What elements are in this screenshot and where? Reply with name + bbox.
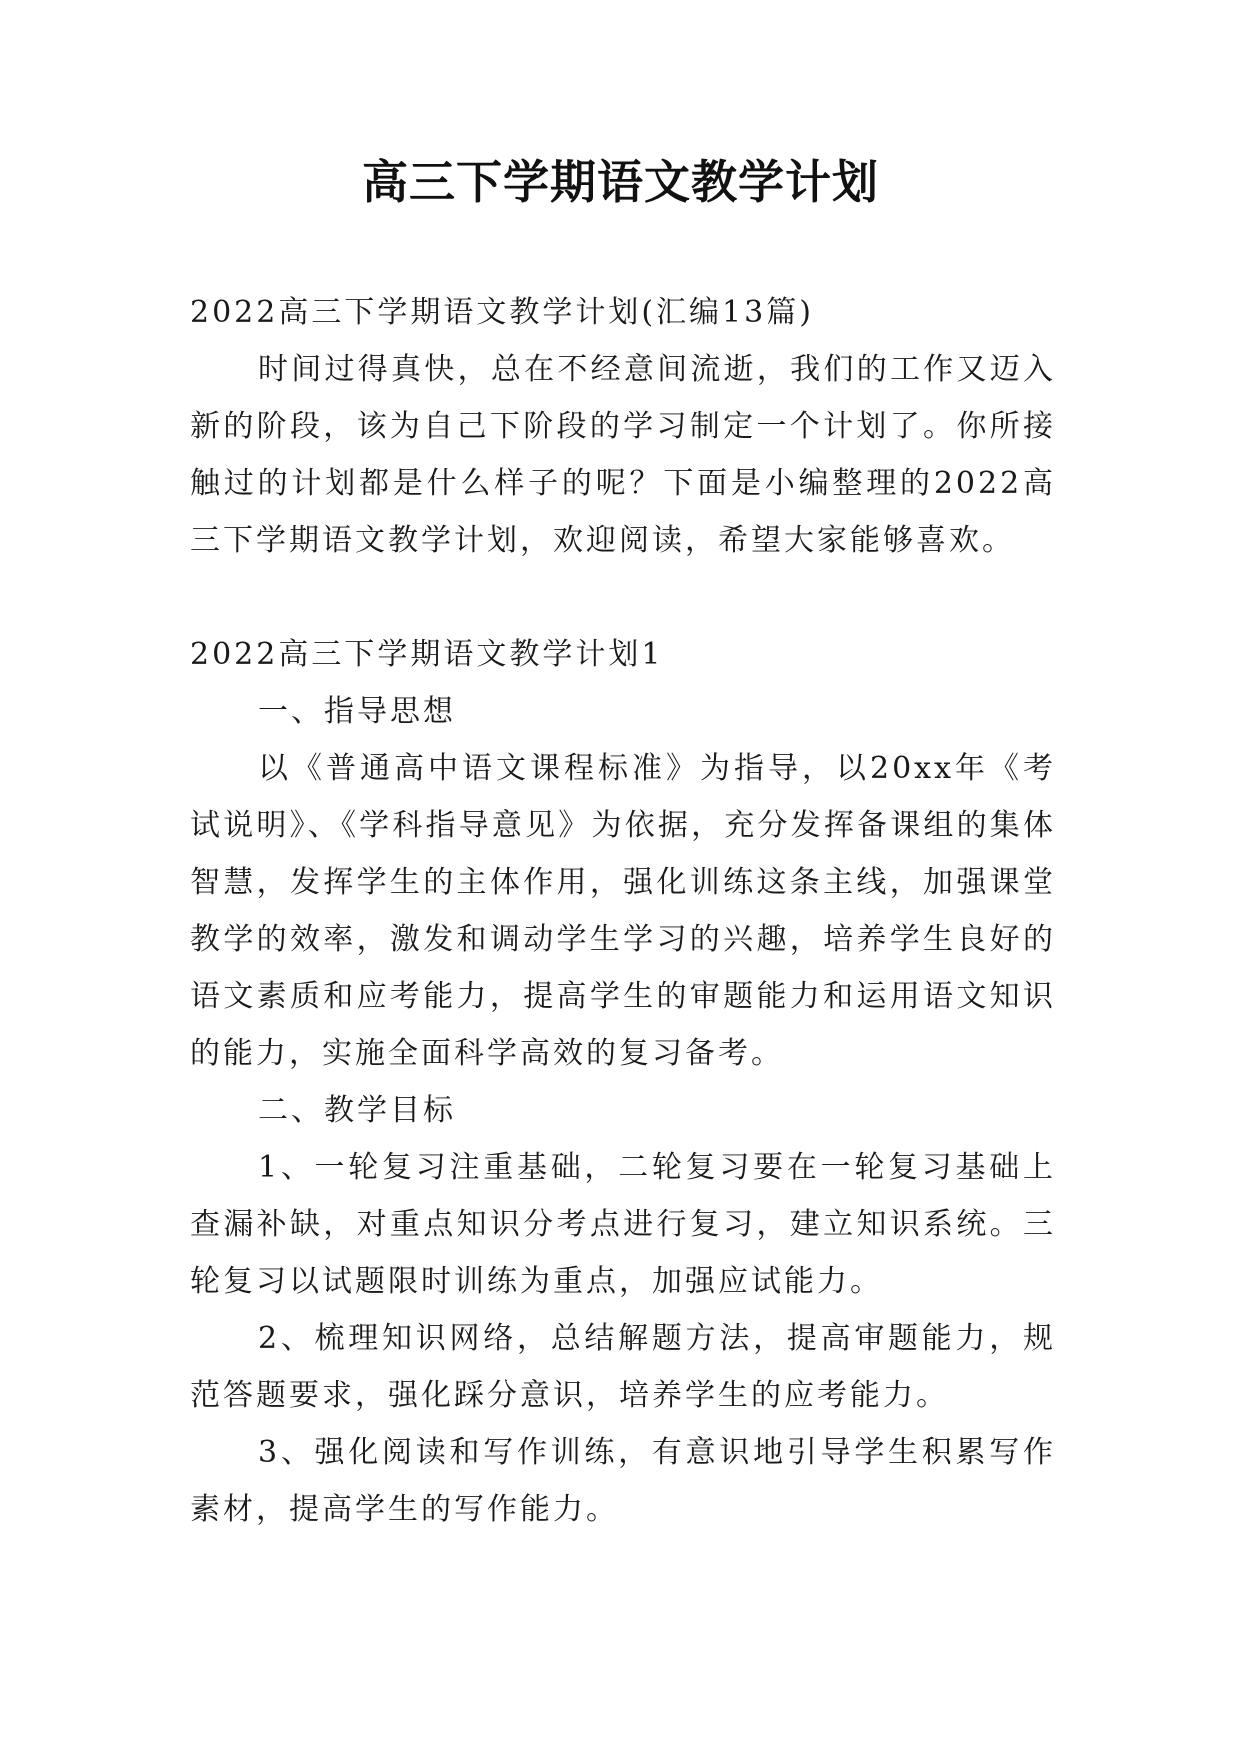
goal-item-3: 3、强化阅读和写作训练，有意识地引导学生积累写作素材，提高学生的写作能力。 — [190, 1435, 1056, 1527]
document-subtitle: 2022高三下学期语文教学计划(汇编13篇) — [190, 295, 814, 330]
goal-item-1: 1、一轮复习注重基础，二轮复习要在一轮复习基础上查漏补缺，对重点知识分考点进行复习，建立知识系统。三轮复习以试题限时训练为重点，加强应试能力。 — [190, 1150, 1056, 1299]
intro-paragraph: 时间过得真快，总在不经意间流逝，我们的工作又迈入新的阶段，该为自己下阶段的学习制定一个计划了。你所接触过的计划都是什么样子的呢？下面是小编整理的2022高三下学期语文教学计划，欢迎阅读，希望大家能够喜欢。 — [190, 352, 1056, 558]
part-heading-teaching-goals: 二、教学目标 — [258, 1093, 456, 1128]
goal-item-2: 2、梳理知识网络，总结解题方法，提高审题能力，规范答题要求，强化踩分意识，培养学生的应考能力。 — [190, 1321, 1056, 1413]
part-heading-guiding-ideology: 一、指导思想 — [258, 694, 456, 729]
document-body — [190, 284, 1056, 1538]
section-heading: 2022高三下学期语文教学计划1 — [190, 637, 664, 672]
guiding-ideology-paragraph: 以《普通高中语文课程标准》为指导，以20xx年《考试说明》、《学科指导意见》为依据，充分发挥备课组的集体智慧，发挥学生的主体作用，强化训练这条主线，加强课堂教学的效率，激发和调动学生学习的兴趣，培养学生良好的语文素质和应考能力，提高学生的审题能力和运用语文知识的能力，实施全面科学高效的复习备考。 — [190, 751, 1056, 1071]
document-title: 高三下学期语文教学计划 — [362, 155, 879, 209]
